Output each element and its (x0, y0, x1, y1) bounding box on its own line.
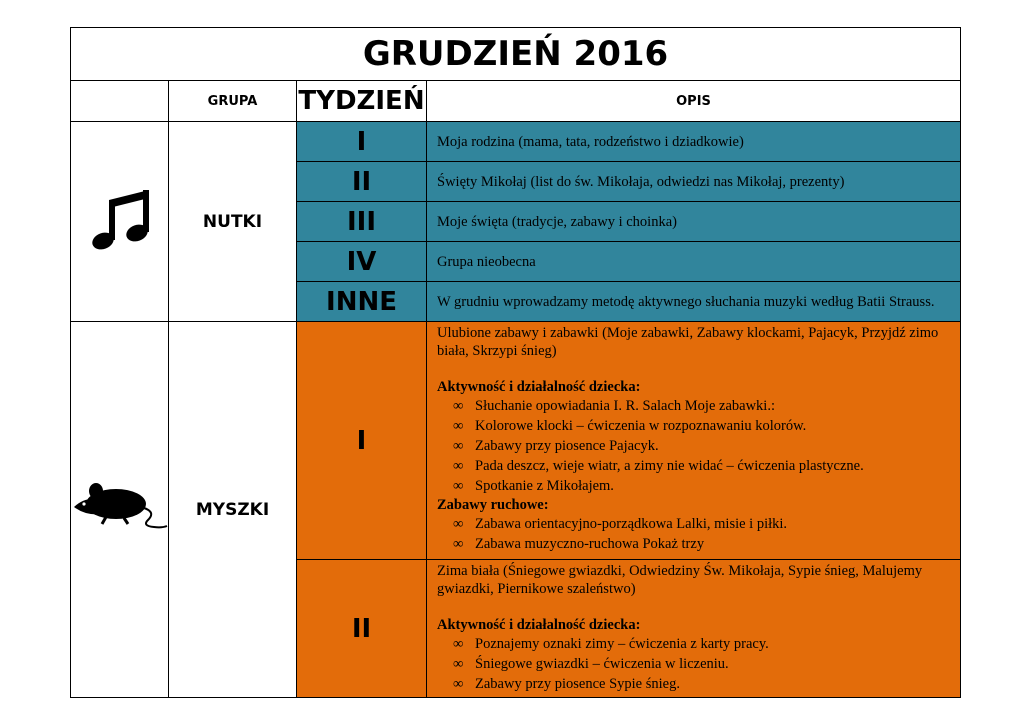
list-item: ∞ Zabawa muzyczno-ruchowa Pokaż trzy (453, 536, 705, 552)
activity-heading: Aktywność i działalność dziecka: (437, 617, 641, 633)
theme-text: Zima biała (Śniegowe gwiazdki, Odwiedziny Św. Mikołaja, Sypie śnieg, Malujemy gwiazdki, Piernikowe szaleństwo) (437, 563, 923, 597)
movement-list (437, 514, 950, 554)
list-item: ∞ Spotkanie z Mikołajem. (453, 478, 614, 494)
theme-text: Ulubione zabawy i zabawki (Moje zabawki, Zabawy klockami, Pajacyk, Przyjdź zimo biała, Skrzypi śnieg) (437, 325, 939, 359)
week-label: III (297, 202, 427, 242)
list-item: ∞ Zabawa orientacyjno-porządkowa Lalki, misie i piłki. (453, 516, 788, 532)
schedule-table (70, 27, 961, 698)
infinity-bullet-icon: ∞ (453, 676, 464, 692)
activity-list (437, 634, 950, 694)
empty-header-cell (71, 81, 169, 122)
schedule-sheet (70, 27, 960, 724)
infinity-bullet-icon: ∞ (453, 636, 464, 652)
infinity-bullet-icon: ∞ (453, 458, 464, 474)
week-description: Moja rodzina (mama, tata, rodzeństwo i dziadkowie) (427, 122, 961, 162)
week-description: W grudniu wprowadzamy metodę aktywnego słuchania muzyki według Batii Strauss. (427, 282, 961, 322)
infinity-bullet-icon: ∞ (453, 478, 464, 494)
infinity-bullet-icon: ∞ (453, 418, 464, 434)
week-description-block (427, 322, 961, 560)
nutki-icon-cell (71, 122, 169, 322)
week-description: Moje święta (tradycje, zabawy i choinka) (427, 202, 961, 242)
week-description: Grupa nieobecna (427, 242, 961, 282)
week-label: I (297, 322, 427, 560)
mouse-icon (72, 482, 168, 532)
activity-list (437, 396, 950, 496)
week-label: II (297, 560, 427, 698)
group-name-nutki: NUTKI (169, 122, 297, 322)
list-item: ∞ Poznajemy oznaki zimy – ćwiczenia z karty pracy. (453, 636, 769, 652)
list-item: ∞ Pada deszcz, wieje wiatr, a zimy nie widać – ćwiczenia plastyczne. (453, 458, 864, 474)
column-header-opis: OPIS (427, 81, 961, 122)
week-description: Święty Mikołaj (list do św. Mikołaja, odwiedzi nas Mikołaj, prezenty) (427, 162, 961, 202)
list-item: ∞ Zabawy przy piosence Pajacyk. (453, 438, 659, 454)
column-header-grupa: GRUPA (169, 81, 297, 122)
column-header-tydzien: TYDZIEŃ (297, 81, 427, 122)
infinity-bullet-icon: ∞ (453, 536, 464, 552)
myszki-icon-cell (71, 322, 169, 698)
infinity-bullet-icon: ∞ (453, 398, 464, 414)
page-title: GRUDZIEŃ 2016 (71, 28, 961, 81)
infinity-bullet-icon: ∞ (453, 438, 464, 454)
list-item: ∞ Zabawy przy piosence Sypie śnieg. (453, 676, 680, 692)
week-label: II (297, 162, 427, 202)
infinity-bullet-icon: ∞ (453, 656, 464, 672)
week-label: INNE (297, 282, 427, 322)
list-item: ∞ Kolorowe klocki – ćwiczenia w rozpoznawaniu kolorów. (453, 418, 807, 434)
list-item: ∞ Śniegowe gwiazdki – ćwiczenia w liczeniu. (453, 656, 729, 672)
week-label: I (297, 122, 427, 162)
activity-heading: Aktywność i działalność dziecka: (437, 379, 641, 395)
list-item: ∞ Słuchanie opowiadania I. R. Salach Moje zabawki.: (453, 398, 775, 414)
infinity-bullet-icon: ∞ (453, 516, 464, 532)
group-name-myszki: MYSZKI (169, 322, 297, 698)
music-note-icon (87, 186, 153, 252)
week-label: IV (297, 242, 427, 282)
movement-heading: Zabawy ruchowe: (437, 497, 549, 513)
week-description-block (427, 560, 961, 698)
